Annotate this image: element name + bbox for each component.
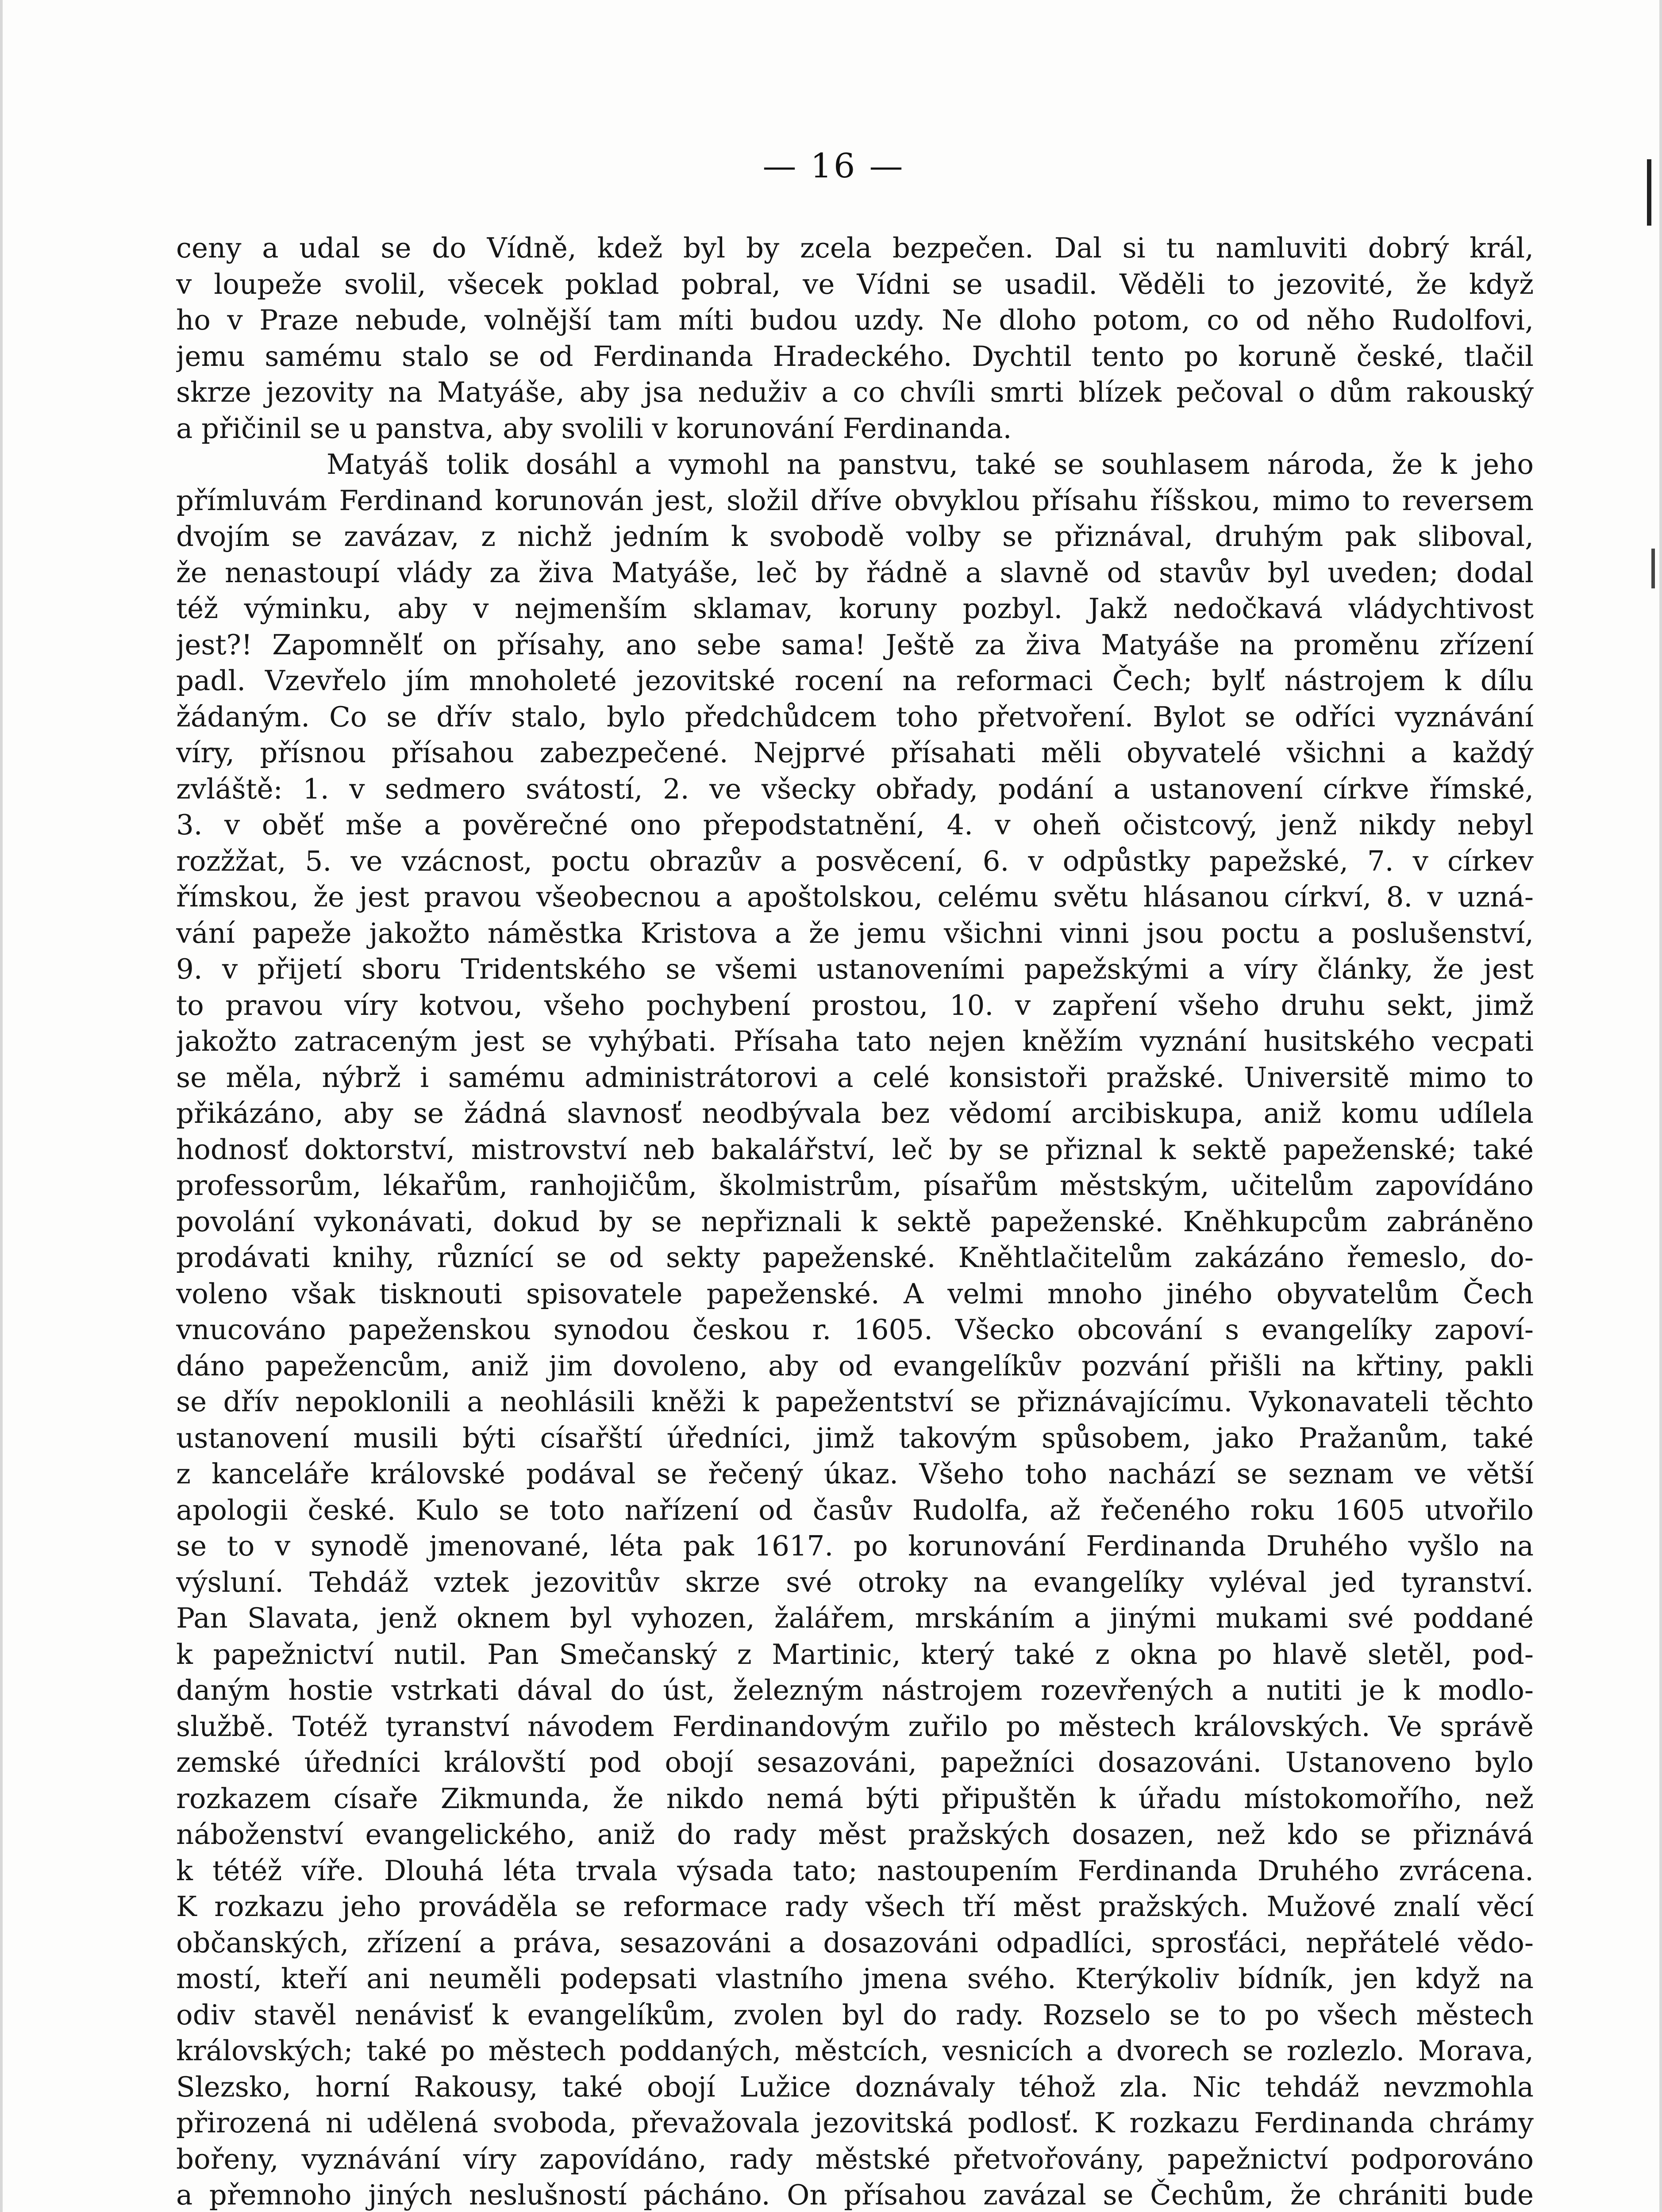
text-line: povolání vykonávati, dokud by se nepřiznali k sektě papeženské. Kněhkupcům zabráněno: [176, 1205, 1534, 1238]
text-line: se dřív nepoklonili a neohlásili kněži k papežentství se přiznávajícímu. Vykonavateli těchto: [176, 1386, 1534, 1418]
text-line: občanských, zřízení a práva, sesazováni a dosazováni odpadlíci, sprosťáci, nepřátelé vědo-: [176, 1926, 1534, 1959]
text-line: jest?! Zapomnělť on přísahy, ano sebe sama! Ještě za živa Matyáše na proměnu zřízení: [176, 628, 1534, 661]
scan-edge-mark: [1651, 549, 1655, 588]
text-line: apologii české. Kulo se toto nařízení od časův Rudolfa, až řečeného roku 1605 utvořilo: [176, 1494, 1534, 1526]
text-line: vnucováno papeženskou synodou českou r. 1605. Všecko obcování s evangelíky zapoví-: [176, 1313, 1534, 1346]
text-line: a přičinil se u panstva, aby svolili v korunování Ferdinanda.: [176, 412, 1012, 445]
text-line: to pravou víry kotvou, všeho pochybení prostou, 10. v zapření všeho druhu sekt, jimž: [176, 989, 1534, 1022]
body-text: [176, 230, 1534, 2212]
text-line: padl. Vzevřelo jím mnoholeté jezovitské rocení na reformaci Čech; bylť nástrojem k dílu: [176, 664, 1534, 697]
text-line: přikázáno, aby se žádná slavnosť neodbývala bez vědomí arcibiskupa, aniž komu udílela: [176, 1097, 1534, 1129]
text-line: vání papeže jakožto náměstka Kristova a že jemu všichni vinni jsou poctu a poslušenství,: [176, 917, 1534, 949]
text-line: se to v synodě jmenované, léta pak 1617. po korunování Ferdinanda Druhého vyšlo na: [176, 1530, 1534, 1562]
text-line: K rozkazu jeho prováděla se reformace rady všech tří měst pražských. Mužové znalí věcí: [176, 1890, 1534, 1923]
text-line: v loupeže svolil, všecek poklad pobral, ve Vídni se usadil. Věděli to jezovité, že když: [176, 268, 1534, 300]
text-line: jemu samému stalo se od Ferdinanda Hradeckého. Dychtil tento po koruně české, tlačil: [176, 340, 1534, 373]
text-line: že nenastoupí vlády za živa Matyáše, leč by řádně a slavně od stavův byl uveden; dodal: [176, 556, 1534, 589]
text-line: z kanceláře královské podával se řečený úkaz. Všeho toho nachází se seznam ve větší: [176, 1458, 1534, 1490]
text-line: rozkazem císaře Zikmunda, že nikdo nemá býti připuštěn k úřadu místokomořího, než: [176, 1782, 1534, 1815]
text-line: a přemnoho jiných neslušností pácháno. On přísahou zavázal se Čechům, že chrániti bude: [176, 2179, 1534, 2211]
text-line: náboženství evangelického, aniž do rady měst pražských dosazen, než kdo se přiznává: [176, 1818, 1534, 1851]
text-line: též výminku, aby v nejmenším sklamav, koruny pozbyl. Jakž nedočkavá vládychtivost: [176, 592, 1534, 625]
page-number: — 16 —: [762, 146, 905, 185]
scan-edge-mark: [1647, 159, 1651, 226]
text-line: římskou, že jest pravou všeobecnou a apoštolskou, celému světu hlásanou církví, 8. v uzná-: [176, 881, 1534, 913]
text-line: zvláště: 1. v sedmero svátostí, 2. ve všecky obřady, podání a ustanovení církve římské,: [176, 772, 1534, 805]
text-line: žádaným. Co se dřív stalo, bylo předchůdcem toho přetvoření. Bylot se odříci vyznávání: [176, 700, 1534, 733]
text-line: Matyáš tolik dosáhl a vymohl na panstvu, také se souhlasem národa, že k jeho: [327, 448, 1534, 480]
text-line: ho v Praze nebude, volnější tam míti budou uzdy. Ne dloho potom, co od něho Rudolfovi,: [176, 304, 1534, 336]
text-line: 3. v oběť mše a pověrečné ono přepodstatnění, 4. v oheň očistcový, jenž nikdy nebyl: [176, 809, 1534, 841]
text-line: přímluvám Ferdinand korunován jest, složil dříve obvyklou přísahu říšskou, mimo to reversem: [176, 484, 1534, 517]
text-line: professorům, lékařům, ranhojičům, školmistrům, písařům městským, učitelům zapovídáno: [176, 1169, 1534, 1202]
text-line: výsluní. Tehdáž vztek jezovitův skrze své otroky na evangelíky vyléval jed tyranství.: [176, 1566, 1534, 1598]
text-line: odiv stavěl nenávisť k evangelíkům, zvolen byl do rady. Rozselo se to po všech městech: [176, 1998, 1534, 2031]
text-line: královských; také po městech poddaných, městcích, vesnicích a dvorech se rozlezlo. Morava,: [176, 2035, 1534, 2067]
text-line: prodávati knihy, různící se od sekty papeženské. Kněhtlačitelům zakázáno řemeslo, do-: [176, 1241, 1534, 1274]
text-line: víry, přísnou přísahou zabezpečené. Nejprvé přísahati měli obyvatelé všichni a každý: [176, 737, 1534, 769]
text-line: bořeny, vyznávání víry zapovídáno, rady městské přetvořovány, papežnictví podporováno: [176, 2143, 1534, 2175]
text-line: ustanovení musili býti císařští úředníci, jimž takovým spůsobem, jako Pražanům, také: [176, 1421, 1534, 1454]
text-line: daným hostie vstrkati dával do úst, železným nástrojem rozevřených a nutiti je k modlo-: [176, 1674, 1534, 1706]
text-line: rozžžat, 5. ve vzácnost, poctu obrazův a posvěcení, 6. v odpůstky papežské, 7. v církev: [176, 845, 1534, 877]
text-line: mostí, kteří ani neuměli podepsati vlastního jmena svého. Kterýkoliv bídník, jen když na: [176, 1962, 1534, 1995]
text-line: zemské úředníci královští pod obojí sesazováni, papežníci dosazováni. Ustanoveno bylo: [176, 1746, 1534, 1778]
text-line: jakožto zatraceným jest se vyhýbati. Přísaha tato nejen kněžím vyznání husitského vecpati: [176, 1025, 1534, 1057]
text-line: dáno papežencům, aniž jim dovoleno, aby od evangelíkův pozvání přišli na křtiny, pakli: [176, 1349, 1534, 1382]
text-line: Pan Slavata, jenž oknem byl vyhozen, žalářem, mrskáním a jinými mukami své poddané: [176, 1602, 1534, 1634]
text-line: skrze jezovity na Matyáše, aby jsa neduživ a co chvíli smrti blízek pečoval o dům rakouský: [176, 376, 1534, 408]
text-line: přirozená ni udělená svoboda, převažovala jezovitská podlosť. K rozkazu Ferdinanda chrámy: [176, 2107, 1534, 2139]
text-line: službě. Totéž tyranství návodem Ferdinandovým zuřilo po městech královských. Ve správě: [176, 1710, 1534, 1743]
text-line: dvojím se zavázav, z nichž jedním k svobodě volby se přiznával, druhým pak sliboval,: [176, 520, 1534, 553]
text-line: se měla, nýbrž i samému administrátorovi a celé konsistoři pražské. Universitě mimo to: [176, 1061, 1534, 1094]
text-line: k papežnictví nutil. Pan Smečanský z Martinic, který také z okna po hlavě sletěl, pod-: [176, 1638, 1534, 1671]
text-line: voleno však tisknouti spisovatele papeženské. A velmi mnoho jiného obyvatelům Čech: [176, 1277, 1534, 1310]
text-line: Slezsko, horní Rakousy, také obojí Lužice doznávaly téhož zla. Nic tehdáž nevzmohla: [176, 2070, 1534, 2103]
text-line: hodnosť doktorství, mistrovství neb bakalářství, leč by se přiznal k sektě papeženské; také: [176, 1133, 1534, 1166]
text-line: ceny a udal se do Vídně, kdež byl by zcela bezpečen. Dal si tu namluviti dobrý král,: [176, 232, 1534, 264]
text-line: k tétéž víře. Dlouhá léta trvala výsada tato; nastoupením Ferdinanda Druhého zvrácena.: [176, 1854, 1534, 1887]
text-line: 9. v přijetí sboru Tridentského se všemi ustanoveními papežskými a víry články, že jest: [176, 953, 1534, 985]
